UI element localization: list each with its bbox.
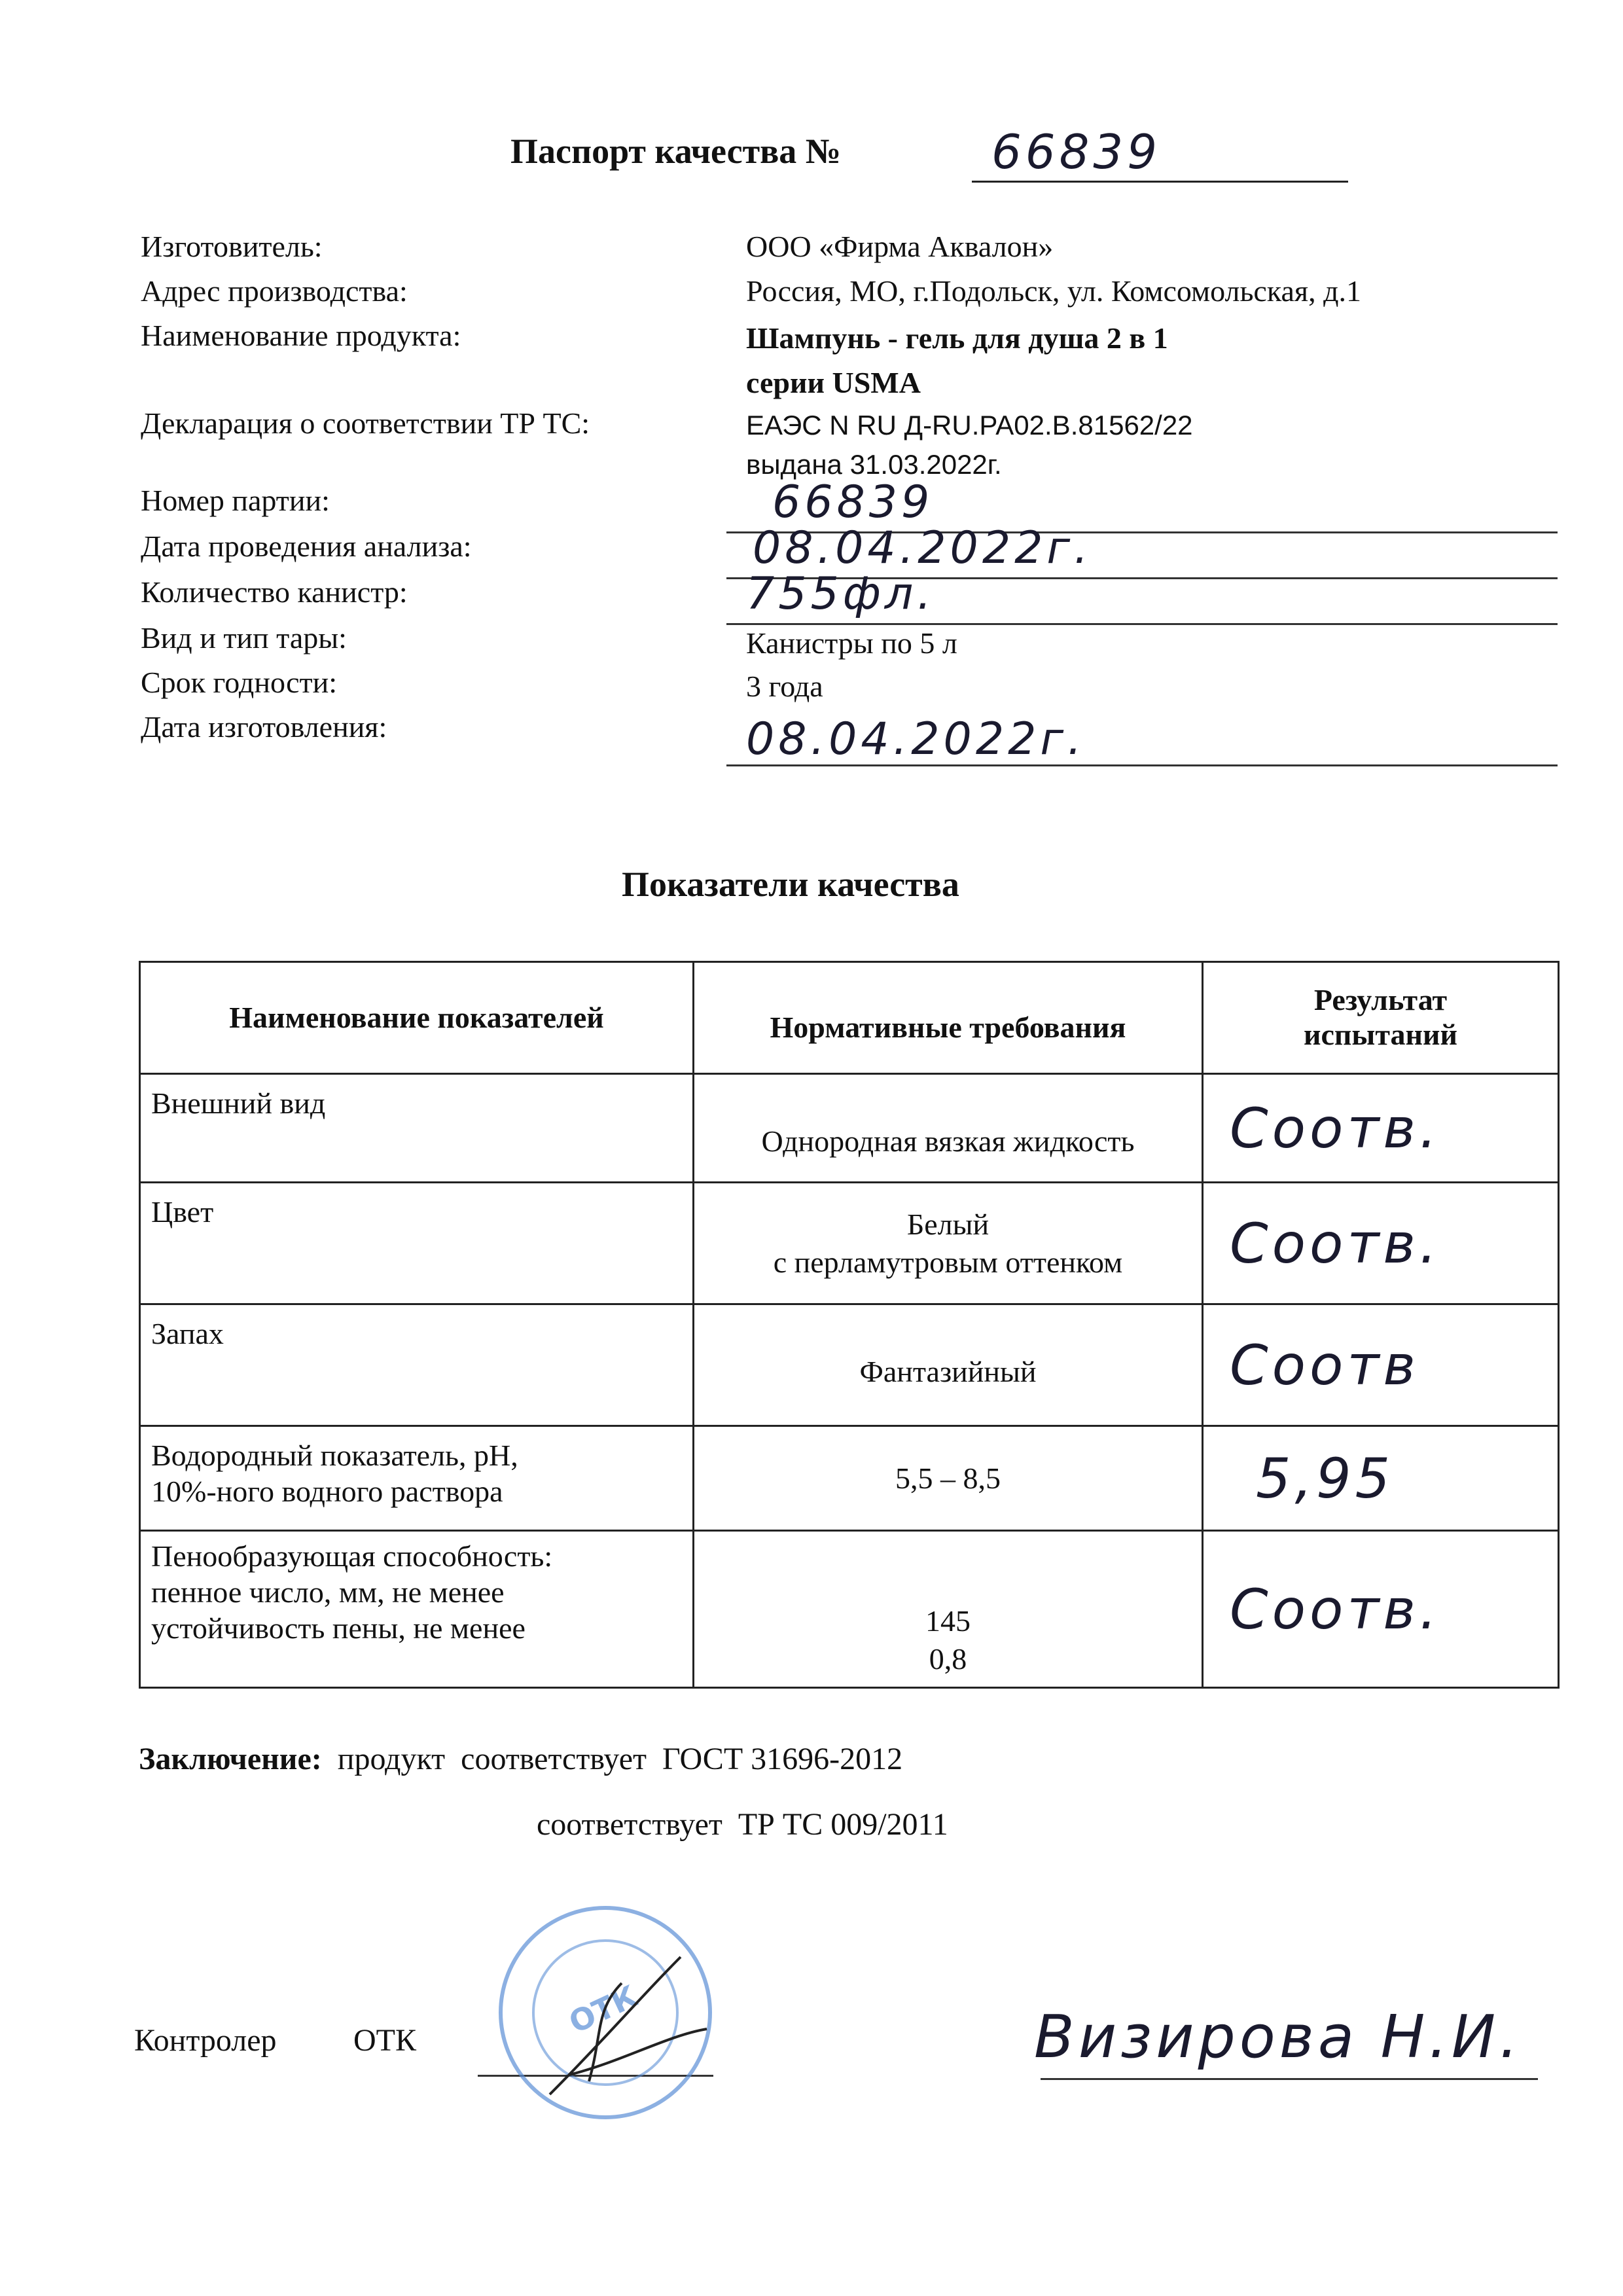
svg-text:ОТК: ОТК xyxy=(563,1978,643,2041)
row-name: Запах xyxy=(140,1304,694,1426)
product-series: серии USMA xyxy=(746,366,921,399)
conclusion-label: Заключение: xyxy=(139,1742,322,1776)
result-handwritten: Соотв. xyxy=(1230,1096,1441,1160)
result-handwritten: Соотв. xyxy=(1230,1577,1441,1641)
row-result xyxy=(1203,1426,1559,1531)
manufacture-date-underline xyxy=(726,764,1558,766)
row-norm: 5,5 – 8,5 xyxy=(694,1426,1203,1531)
quantity-label: Количество канистр: xyxy=(141,575,408,609)
page-title: Паспорт качества № xyxy=(510,132,842,171)
manufacture-date-value: 08.04.2022г. xyxy=(746,713,1086,765)
row-result xyxy=(1203,1531,1559,1688)
table-row xyxy=(140,1426,1559,1531)
quantity-underline xyxy=(726,623,1558,625)
address-value: Россия, МО, г.Подольск, ул. Комсомольская, д.1 xyxy=(746,274,1361,308)
analysis-date-value: 08.04.2022г. xyxy=(753,522,1092,574)
passport-number: 66839 xyxy=(991,124,1162,179)
conclusion-line2: соответствует ТР ТС 009/2011 xyxy=(537,1807,948,1842)
header-result: Результат испытаний xyxy=(1203,962,1559,1074)
result-handwritten: Соотв xyxy=(1230,1333,1419,1397)
quantity-value: 755фл. xyxy=(746,568,936,620)
name-underline xyxy=(1041,2078,1538,2080)
otk-label: ОТК xyxy=(353,2023,416,2058)
product-value: Шампунь - гель для душа 2 в 1 xyxy=(746,321,1168,355)
row-norm: Однородная вязкая жидкость xyxy=(694,1074,1203,1183)
signature-name: Визирова Н.И. xyxy=(1034,2003,1522,2072)
conclusion xyxy=(139,1741,902,1777)
header-indicator: Наименование показателей xyxy=(140,962,694,1074)
quality-table xyxy=(139,961,1560,1689)
otk-stamp-icon xyxy=(471,1878,740,2147)
row-name: Пенообразующая способность: пенное число, мм, не менее устойчивость пены, не менее xyxy=(140,1531,694,1688)
manufacturer-label: Изготовитель: xyxy=(141,230,323,263)
table-row xyxy=(140,1531,1559,1688)
row-name: Цвет xyxy=(140,1183,694,1304)
address-label: Адрес производства: xyxy=(141,274,408,308)
analysis-date-label: Дата проведения анализа: xyxy=(141,529,472,563)
batch-value: 66839 xyxy=(772,476,934,528)
row-norm: 145 0,8 xyxy=(694,1531,1203,1688)
batch-label: Номер партии: xyxy=(141,484,330,517)
row-norm: Белый с перламутровым оттенком xyxy=(694,1183,1203,1304)
container-label: Вид и тип тары: xyxy=(141,621,347,655)
row-result xyxy=(1203,1074,1559,1183)
declaration-label: Декларация о соответствии ТР ТС: xyxy=(141,406,590,440)
section-title: Показатели качества xyxy=(622,865,959,904)
row-name: Водородный показатель, рН, 10%-ного водного раствора xyxy=(140,1426,694,1531)
conclusion-line1: продукт соответствует ГОСТ 31696-2012 xyxy=(321,1742,903,1776)
table-row xyxy=(140,1074,1559,1183)
table-row xyxy=(140,1304,1559,1426)
result-handwritten: 5,95 xyxy=(1256,1446,1395,1511)
table-header-row xyxy=(140,962,1559,1074)
row-result xyxy=(1203,1304,1559,1426)
result-handwritten: Соотв. xyxy=(1230,1211,1441,1276)
container-value: Канистры по 5 л xyxy=(746,626,957,660)
row-norm: Фантазийный xyxy=(694,1304,1203,1426)
shelf-life-value: 3 года xyxy=(746,670,823,703)
declaration-issued: выдана 31.03.2022г. xyxy=(746,449,1002,480)
controller-label: Контролер xyxy=(134,2023,277,2058)
row-name: Внешний вид xyxy=(140,1074,694,1183)
header-norm: Нормативные требования xyxy=(694,962,1203,1074)
product-label: Наименование продукта: xyxy=(141,319,461,352)
row-result xyxy=(1203,1183,1559,1304)
declaration-value: ЕАЭС N RU Д-RU.PA02.B.81562/22 xyxy=(746,410,1193,440)
manufacture-date-label: Дата изготовления: xyxy=(141,710,387,744)
table-row xyxy=(140,1183,1559,1304)
title-number-underline xyxy=(972,181,1348,183)
manufacturer-value: ООО «Фирма Аквалон» xyxy=(746,230,1054,263)
shelf-life-label: Срок годности: xyxy=(141,666,338,699)
